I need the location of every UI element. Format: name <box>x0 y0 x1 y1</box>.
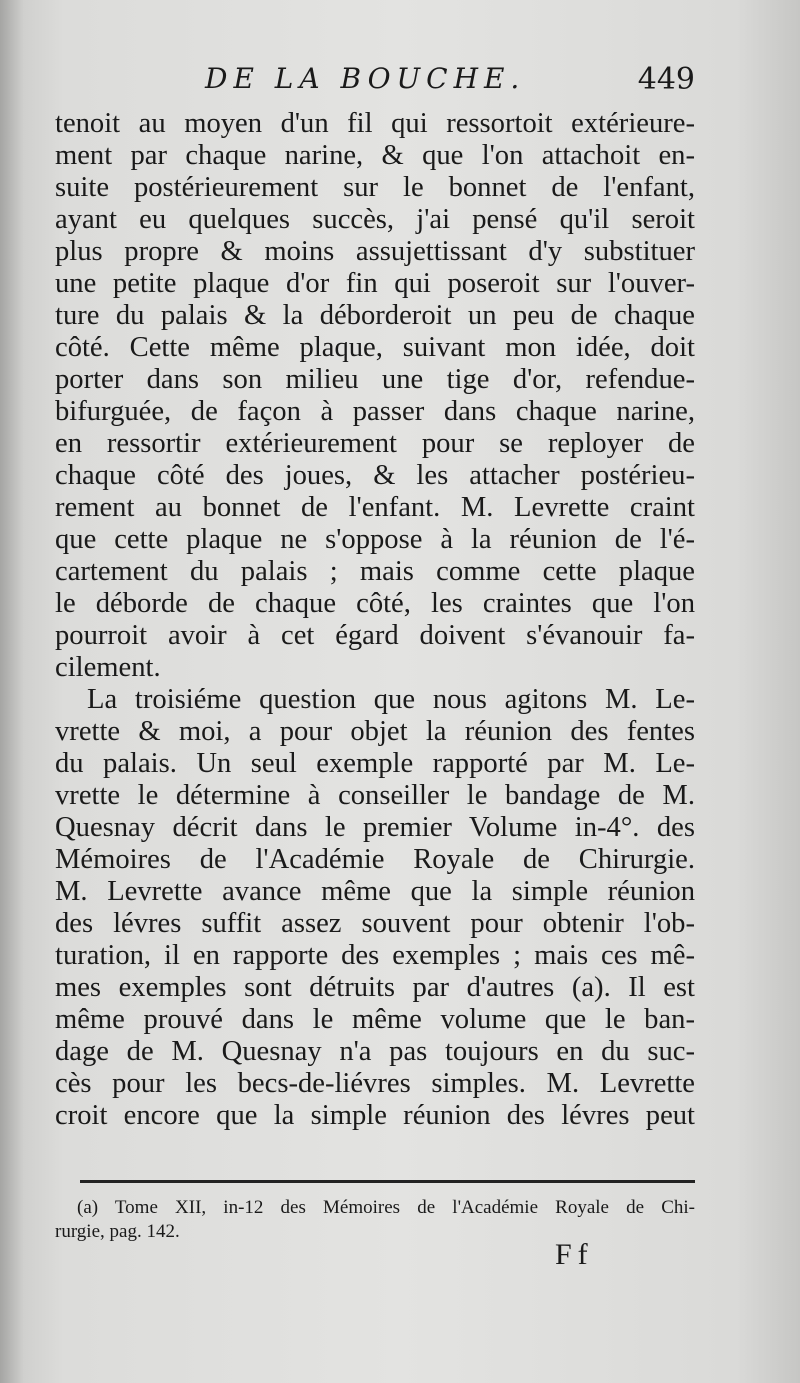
text-line: le déborde de chaque côté, les craintes que l'on <box>55 588 695 619</box>
text-line: M. Levrette avance même que la simple réunion <box>55 876 695 907</box>
text-line: que cette plaque ne s'oppose à la réunion de l'é- <box>55 524 695 555</box>
text-line: des lévres suffit assez souvent pour obtenir l'ob- <box>55 908 695 939</box>
footnote-line: rurgie, pag. 142. <box>55 1221 180 1242</box>
body-text <box>55 108 695 1132</box>
text-line: même prouvé dans le même volume que le ban- <box>55 1004 695 1035</box>
text-line: cès pour les becs-de-liévres simples. M. Levrette <box>55 1068 695 1099</box>
text-line: croit encore que la simple réunion des lévres peut <box>55 1100 695 1131</box>
text-line: dage de M. Quesnay n'a pas toujours en du suc- <box>55 1036 695 1067</box>
text-line: une petite plaque d'or fin qui poseroit sur l'ouver- <box>55 268 695 299</box>
text-line: Mémoires de l'Académie Royale de Chirurgie. <box>55 844 695 875</box>
text-line: ayant eu quelques succès, j'ai pensé qu'il seroit <box>55 204 695 235</box>
text-line: du palais. Un seul exemple rapporté par M. Le- <box>55 748 695 779</box>
footnote-line: (a) Tome XII, in-12 des Mémoires de l'Académie Royale de Chi- <box>77 1197 695 1218</box>
text-line: porter dans son milieu une tige d'or, refendue- <box>55 364 695 395</box>
text-line: tenoit au moyen d'un fil qui ressortoit extérieure- <box>55 108 695 139</box>
text-line: Quesnay décrit dans le premier Volume in-4°. des <box>55 812 695 843</box>
binding-shadow <box>0 0 24 1383</box>
text-line: ture du palais & la déborderoit un peu de chaque <box>55 300 695 331</box>
text-line: chaque côté des joues, & les attacher postérieu- <box>55 460 695 491</box>
paragraph-start-line: La troisiéme question que nous agitons M. Le- <box>87 684 695 715</box>
text-line: rement au bonnet de l'enfant. M. Levrette craint <box>55 492 695 523</box>
footnote-rule <box>80 1180 695 1183</box>
text-line: vrette le détermine à conseiller le bandage de M. <box>55 780 695 811</box>
page-number: 449 <box>637 62 695 97</box>
page-header <box>205 62 695 112</box>
footnote <box>55 1196 695 1244</box>
text-line: turation, il en rapporte des exemples ; mais ces mê- <box>55 940 695 971</box>
text-line: plus propre & moins assujettissant d'y substituer <box>55 236 695 267</box>
text-line: suite postérieurement sur le bonnet de l'enfant, <box>55 172 695 203</box>
printer-signature: Ff <box>555 1238 594 1271</box>
text-line: ment par chaque narine, & que l'on attachoit en- <box>55 140 695 171</box>
text-line: cilement. <box>55 652 161 683</box>
text-line: pourroit avoir à cet égard doivent s'évanouir fa- <box>55 620 695 651</box>
text-line: mes exemples sont détruits par d'autres (a). Il est <box>55 972 695 1003</box>
text-line: vrette & moi, a pour objet la réunion des fentes <box>55 716 695 747</box>
text-line: cartement du palais ; mais comme cette plaque <box>55 556 695 587</box>
text-line: en ressortir extérieurement pour se reployer de <box>55 428 695 459</box>
running-head: DE LA BOUCHE. <box>205 62 526 95</box>
text-line: côté. Cette même plaque, suivant mon idée, doit <box>55 332 695 363</box>
text-line: bifurguée, de façon à passer dans chaque narine, <box>55 396 695 427</box>
